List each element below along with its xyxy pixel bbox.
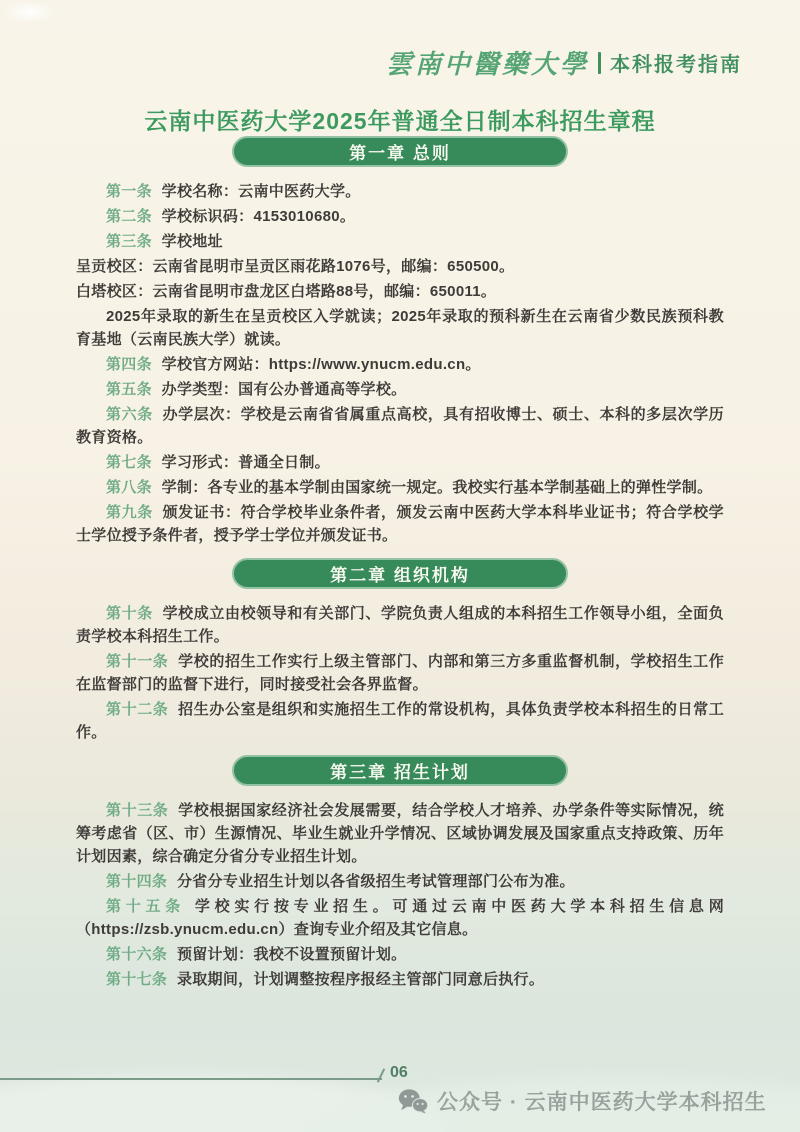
article-number: 第二条 bbox=[106, 208, 152, 225]
article-number: 第九条 bbox=[106, 504, 153, 521]
article-paragraph bbox=[76, 353, 724, 376]
article-text: 学习形式：普通全日制。 bbox=[161, 454, 330, 471]
article-paragraph bbox=[76, 230, 724, 253]
article-text: 学制：各专业的基本学制由国家统一规定。我校实行基本学制基础上的弹性学制。 bbox=[161, 479, 713, 496]
article-number: 第十七条 bbox=[106, 971, 168, 988]
article-text: 学校实行按专业招生。可通过云南中医药大学本科招生信息网（https://zsb.ynucm.edu.cn）查询专业介绍及其它信息。 bbox=[76, 898, 724, 938]
article-paragraph bbox=[76, 255, 724, 278]
article-paragraph bbox=[76, 650, 724, 696]
article-number: 第三条 bbox=[106, 233, 152, 250]
article-paragraph bbox=[76, 403, 724, 449]
wechat-label: 公众号 · 云南中医药大学本科招生 bbox=[437, 1091, 767, 1114]
article-text: 招生办公室是组织和实施招生工作的常设机构，具体负责学校本科招生的日常工作。 bbox=[76, 701, 724, 741]
article-paragraph bbox=[76, 968, 724, 991]
header-brand bbox=[386, 44, 742, 81]
article-text: 预留计划：我校不设置预留计划。 bbox=[176, 946, 407, 963]
chapter-2 bbox=[76, 558, 724, 744]
university-calligraphy-logo: 雲南中醫藥大學 bbox=[385, 50, 589, 80]
article-number: 第十一条 bbox=[106, 653, 169, 670]
article-text: 办学层次：学校是云南省省属重点高校，具有招收博士、硕士、本科的多层次学历教育资格。 bbox=[76, 406, 724, 446]
article-number: 第十五条 bbox=[106, 898, 186, 915]
chapter-1 bbox=[76, 136, 724, 547]
article-paragraph bbox=[76, 895, 724, 941]
article-paragraph bbox=[76, 476, 724, 499]
chapter-banner: 第一章 总则 bbox=[232, 136, 568, 167]
wechat-icon bbox=[398, 1088, 428, 1114]
page-title: 云南中医药大学2025年普通全日制本科招生章程 bbox=[144, 108, 656, 135]
article-number: 第八条 bbox=[106, 479, 152, 496]
article-number: 第一条 bbox=[106, 183, 152, 200]
article-number: 第五条 bbox=[106, 381, 152, 398]
article-text: 呈贡校区：云南省昆明市呈贡区雨花路1076号，邮编：650500。 bbox=[76, 258, 515, 275]
article-paragraph bbox=[76, 451, 724, 474]
article-paragraph bbox=[76, 205, 724, 228]
article-text: 学校标识码：4153010680。 bbox=[161, 208, 356, 225]
article-paragraph bbox=[76, 943, 724, 966]
article-number: 第十条 bbox=[106, 605, 153, 622]
article-text: 学校成立由校领导和有关部门、学院负责人组成的本科招生工作领导小组，全面负责学校本科招生工作。 bbox=[76, 605, 724, 645]
article-text: 学校地址 bbox=[161, 233, 223, 250]
chapter-3 bbox=[76, 755, 724, 991]
article-text: 录取期间，计划调整按程序报经主管部门同意后执行。 bbox=[176, 971, 545, 988]
brand-tagline: 本科报考指南 bbox=[610, 54, 742, 76]
page-number: 06 bbox=[390, 1064, 408, 1081]
article-number: 第十三条 bbox=[106, 802, 169, 819]
wechat-account-row bbox=[398, 1086, 767, 1116]
article-text: 办学类型：国有公办普通高等学校。 bbox=[161, 381, 407, 398]
article-paragraph bbox=[76, 501, 724, 547]
article-number: 第四条 bbox=[106, 356, 152, 373]
article-text: 颁发证书：符合学校毕业条件者，颁发云南中医药大学本科毕业证书；符合学校学士学位授予条件者，授予学士学位并颁发证书。 bbox=[76, 504, 724, 544]
article-number: 第七条 bbox=[106, 454, 152, 471]
article-paragraph bbox=[76, 180, 724, 203]
article-paragraph bbox=[76, 378, 724, 401]
article-number: 第六条 bbox=[106, 406, 153, 423]
footer-rule bbox=[0, 1078, 382, 1080]
article-text: 学校名称：云南中医药大学。 bbox=[161, 183, 361, 200]
article-paragraph bbox=[76, 305, 724, 351]
brand-divider-bar bbox=[598, 52, 601, 74]
article-paragraph bbox=[76, 870, 724, 893]
article-number: 第十二条 bbox=[106, 701, 169, 718]
chapter-banner: 第三章 招生计划 bbox=[232, 755, 568, 786]
article-text: 学校官方网站：https://www.ynucm.edu.cn。 bbox=[161, 356, 481, 373]
article-text: 白塔校区：云南省昆明市盘龙区白塔路88号，邮编：650011。 bbox=[76, 283, 497, 300]
article-text: 学校的招生工作实行上级主管部门、内部和第三方多重监督机制，学校招生工作在监督部门的监督下进行，同时接受社会各界监督。 bbox=[76, 653, 724, 693]
article-paragraph bbox=[76, 602, 724, 648]
document-body bbox=[76, 136, 724, 993]
footer-rule-tick bbox=[377, 1068, 385, 1082]
article-paragraph bbox=[76, 280, 724, 303]
article-paragraph bbox=[76, 698, 724, 744]
article-text: 学校根据国家经济社会发展需要，结合学校人才培养、办学条件等实际情况，统筹考虑省（区、市）生源情况、毕业生就业升学情况、区域协调发展及国家重点支持政策、历年计划因素，综合确定分省分专业招生计划。 bbox=[76, 802, 724, 865]
chapter-banner: 第二章 组织机构 bbox=[232, 558, 568, 589]
article-text: 2025年录取的新生在呈贡校区入学就读；2025年录取的预科新生在云南省少数民族预科教育基地（云南民族大学）就读。 bbox=[76, 308, 724, 348]
article-number: 第十六条 bbox=[106, 946, 168, 963]
article-paragraph bbox=[76, 799, 724, 868]
article-number: 第十四条 bbox=[106, 873, 168, 890]
article-text: 分省分专业招生计划以各省级招生考试管理部门公布为准。 bbox=[176, 873, 575, 890]
